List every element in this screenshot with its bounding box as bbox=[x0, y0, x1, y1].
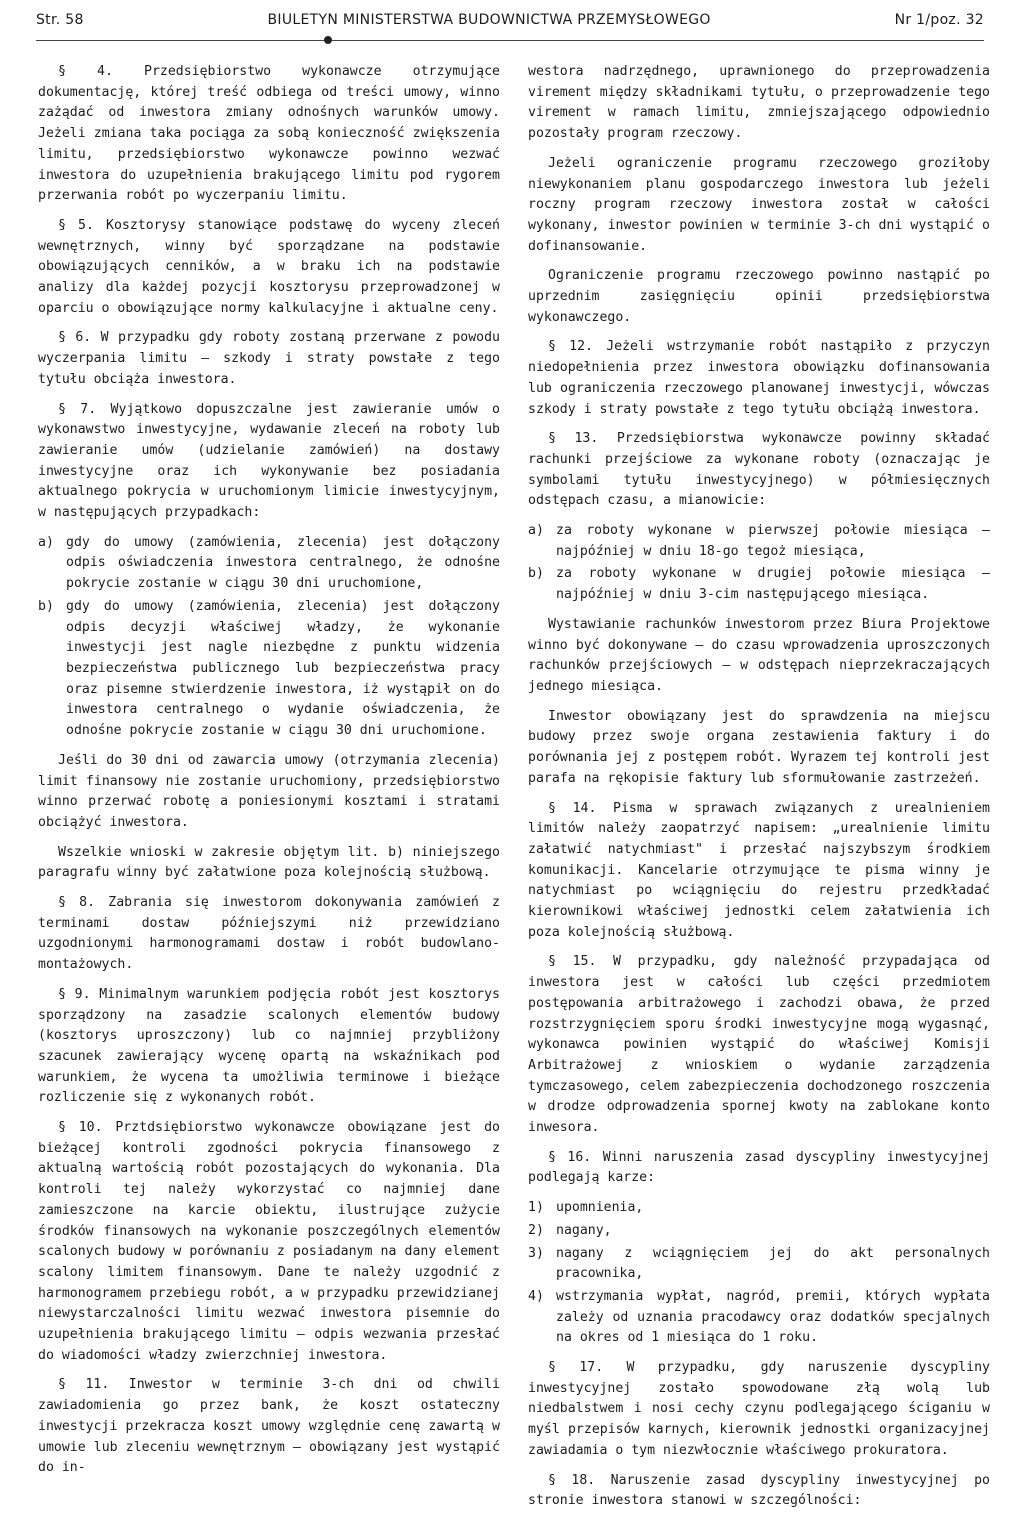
list-item bbox=[528, 1198, 990, 1219]
list-item bbox=[38, 597, 500, 742]
paragraph-11-continued: westora nadrzędnego, uprawnionego do przeprowadzenia virement między składnikami tytułu, o przeprowadzenie tego virement w ramach limitu, zmniejszającego odpowiednio pozostały program rzeczowy. bbox=[528, 64, 990, 142]
list-item-label: 1) bbox=[528, 1200, 544, 1216]
paragraph-18: § 18. Naruszenie zasad dyscypliny inwestycyjnej po stronie inwestora stanowi w szczególności: bbox=[528, 1472, 990, 1509]
right-column bbox=[528, 62, 990, 1521]
list-item-label: a) bbox=[38, 534, 54, 550]
paragraph-10: § 10. Prztdsiębiorstwo wykonawcze obowiązane jest do bieżącej kontroli zgodności pokrycia finansowego z aktualną wartością robót pozostających do wykonania. Dla kontroli tej należy wykorzystać co najmniej dane zamieszczone na karcie obiektu, ilustrujące zużycie środków finansowych na wykonanie poszczególnych elementów scalonych budowy w porównaniu z posiadanym na dany element scalony limitem finansowym. Dane te należy uzgodnić z harmonogramem przebiegu robót, a w przypadku przewidzianej niewystarczalności limitu wezwać inwestora pisemnie do uzupełnienia brakującego limitu — odpis wezwania przesłać do wiadomości władzy zwierzchniej inwestora. bbox=[38, 1120, 500, 1363]
publication-title: BIULETYN MINISTERSTWA BUDOWNICTWA PRZEMYSŁOWEGO bbox=[267, 12, 711, 28]
paragraph-5: § 5. Kosztorysy stanowiące podstawę do wyceny zleceń wewnętrznych, winny być sporządzane na podstawie obowiązujących cenników, a w braku ich na podstawie analizy dla każdej pozycji kosztorysu przeprowadzonej w oparciu o obowiązujące normy kalkulacyjne i aktualne ceny. bbox=[38, 217, 500, 316]
list-item bbox=[38, 533, 500, 595]
paragraph-14: § 14. Pisma w sprawach związanych z urealnieniem limitów należy zaopatrzyć napisem: „urealnienie limitu załatwić natychmiast" i przesłać najszybszym środkiem komunikacji. Kancelarie otrzymujące te pisma winny je natychmiast po wciągnięciu do rejestru przedkładać kierownikowi właściwej jednostki celem załatwienia ich poza kolejnością służbową. bbox=[528, 800, 990, 940]
paragraph-7-continued: Jeśli do 30 dni od zawarcia umowy (otrzymania zlecenia) limit finansowy nie zostanie uruchomiony, przedsiębiorstwo winno przerwać robotę a poniesionymi kosztami i stratami obciążyć inwestora. bbox=[38, 752, 500, 830]
paragraph-11-second: Jeżeli ograniczenie programu rzeczowego groziłoby niewykonaniem planu gospodarczego inwestora lub jeżeli roczny program rzeczowy inwestora został w całości wykonany, inwestor powinien w terminie 3-ch dni wystąpić o dofinansowanie. bbox=[528, 155, 990, 254]
paragraph-6: § 6. W przypadku gdy roboty zostaną przerwane z powodu wyczerpania limitu — szkody i straty powstałe z tego tytułu obciąża inwestora. bbox=[38, 330, 500, 387]
list-item-label: b) bbox=[38, 598, 54, 614]
list-item bbox=[528, 1221, 990, 1242]
page-number: Str. 58 bbox=[36, 12, 84, 28]
header-rule-ornament bbox=[324, 36, 332, 44]
paragraph-11-third: Ograniczenie programu rzeczowego powinno nastąpić po uprzednim zasięgnięciu opinii przedsiębiorstwa wykonawczego. bbox=[528, 268, 990, 325]
list-item-label: 3) bbox=[528, 1245, 544, 1261]
list-item-text: gdy do umowy (zamówienia, zlecenia) jest dołączony odpis oświadczenia inwestora centralnego, że odnośne pokrycie zostanie w ciągu 30 dni uruchomione, bbox=[66, 534, 500, 592]
issue-number: Nr 1/poz. 32 bbox=[894, 12, 984, 28]
list-item-text: za roboty wykonane w drugiej połowie miesiąca — najpóźniej w dniu 3-cim następującego miesiąca. bbox=[556, 566, 990, 603]
left-column bbox=[38, 62, 500, 1488]
paragraph-7-list bbox=[38, 533, 500, 742]
list-item bbox=[528, 1287, 990, 1349]
list-item-text: nagany, bbox=[556, 1222, 612, 1238]
page-header bbox=[36, 8, 984, 32]
header-rule bbox=[36, 40, 984, 41]
paragraph-13-continued: Wystawianie rachunków inwestorom przez Biura Projektowe winno być dokonywane — do czasu wprowadzenia uproszczonych rachunków przejściowych — w odstępach nieprzekraczających jednego miesiąca. bbox=[528, 616, 990, 694]
paragraph-12: § 12. Jeżeli wstrzymanie robót nastąpiło z przyczyn niedopełnienia przez inwestora obowiązku dofinansowania lub ograniczenia rzeczowego planowanej inwestycji, wówczas szkody i straty powstałe z tego tytułu obciążą inwestora. bbox=[528, 339, 990, 417]
paragraph-7-final: Wszelkie wnioski w zakresie objętym lit. b) niniejszego paragrafu winny być załatwione poza kolejnością służbową. bbox=[38, 844, 500, 881]
paragraph-17: § 17. W przypadku, gdy naruszenie dyscypliny inwestycyjnej zostało spowodowane złą wolą lub niedbalstwem i nosi cechy czynu podlegającego ściganiu w myśl przepisów karnych, kierownik jednostki organizacyjnej zawiadamia o tym niezwłocznie właściwego prokuratora. bbox=[528, 1360, 990, 1458]
paragraph-15: § 15. W przypadku, gdy należność przypadająca od inwestora jest w całości lub części przedmiotem postępowania arbitrażowego i zachodzi obawa, że przed rozstrzygnięciem sporu środki inwestycyjne mogą wygasnąć, wykonawca powinien wystąpić do właściwej Komisji Arbitrażowej z wnioskiem o wydanie zarządzenia tymczasowego, celem zabezpieczenia dochodzonego roszczenia w drodze odprowadzenia spornej kwoty na zablokane konto inwesora. bbox=[528, 954, 990, 1136]
list-item-label: a) bbox=[528, 523, 544, 539]
list-item-text: nagany z wciągnięciem jej do akt personalnych pracownika, bbox=[556, 1245, 990, 1282]
paragraph-13: § 13. Przedsiębiorstwa wykonawcze powinny składać rachunki przejściowe za wykonane roboty (oznaczając je symbolami tytułu inwestycyjnego) w półmiesięcznych odstępach czasu, a mianowicie: bbox=[528, 431, 990, 509]
list-item-text: gdy do umowy (zamówienia, zlecenia) jest dołączony odpis decyzji właściwej władzy, że wykonanie inwestycji jest nagle niezbędne z punktu widzenia bezpieczeństwa publicznego lub bezpieczeństwa pracy oraz pisemne stwierdzenie inwestora, iż wystąpił on do inwestora centralnego o wydanie oświadczenia, że odnośne pokrycie zostanie w ciągu 30 dni uruchomione. bbox=[66, 598, 500, 739]
list-item-label: 4) bbox=[528, 1288, 544, 1304]
paragraph-7: § 7. Wyjątkowo dopuszczalne jest zawieranie umów o wykonawstwo inwestycyjne, wydawanie zleceń na roboty lub zawieranie umów (udzielanie zamówień) na dostawy inwestycyjne oraz ich wykonywanie bez posiadania aktualnego pokrycia w uruchomionym limicie inwestycyjnym, w następujących przypadkach: bbox=[38, 401, 500, 521]
list-item-label: b) bbox=[528, 566, 544, 582]
list-item-text: upomnienia, bbox=[556, 1200, 644, 1216]
paragraph-11: § 11. Inwestor w terminie 3-ch dni od chwili zawiadomienia go przez bank, że koszt ostateczny inwestycji przekracza koszt umowy względnie cenę zawartą w umowie lub zleceniu wewnętrznym — obowiązany jest wystąpić do in- bbox=[38, 1377, 500, 1476]
paragraph-16: § 16. Winni naruszenia zasad dyscypliny inwestycyjnej podlegają karze: bbox=[528, 1149, 990, 1186]
paragraph-8: § 8. Zabrania się inwestorom dokonywania zamówień z terminami dostaw późniejszymi niż przewidziano uzgodnionymi harmonogramami dostaw i robót budowlano-montażowych. bbox=[38, 895, 500, 973]
paragraph-13-final: Inwestor obowiązany jest do sprawdzenia na miejscu budowy przez swoje organa zestawienia faktury i do porównania jej z postępem robót. Wyrazem tej kontroli jest parafa na rękopisie faktury lub sformułowanie zastrzeżeń. bbox=[528, 708, 990, 786]
list-item bbox=[528, 521, 990, 562]
list-item-label: 2) bbox=[528, 1222, 544, 1238]
paragraph-13-list bbox=[528, 521, 990, 606]
paragraph-16-list bbox=[528, 1198, 990, 1349]
list-item bbox=[528, 564, 990, 605]
list-item-text: wstrzymania wypłat, nagród, premii, których wypłata zależy od uznania pracodawcy oraz dodatków specjalnych na okres od 1 miesiąca do 1 roku. bbox=[556, 1288, 990, 1346]
list-item-text: za roboty wykonane w pierwszej połowie miesiąca — najpóźniej w dniu 18-go tegoż miesiąca, bbox=[556, 523, 990, 559]
paragraph-4: § 4. Przedsiębiorstwo wykonawcze otrzymujące dokumentację, której treść odbiega od treści umowy, winno zażądać od inwestora zmiany odnośnych warunków umowy. Jeżeli zmiana taka pociąga za sobą konieczność zwiększenia limitu, przedsiębiorstwo wykonawcze powinno wezwać inwestora do uzupełnienia brakującego limitu pod rygorem przerwania robót po wyczerpaniu limitu. bbox=[38, 64, 500, 204]
paragraph-9: § 9. Minimalnym warunkiem podjęcia robót jest kosztorys sporządzony na zasadzie scalonych elementów budowy (kosztorys uproszczony) lub co najmniej przybliżony szacunek zawierający wycenę opartą na wskaźnikach pod warunkiem, że wycena ta umożliwia terminowe i bieżące rozliczenie się z wykonanych robót. bbox=[38, 986, 500, 1106]
list-item bbox=[528, 1244, 990, 1285]
